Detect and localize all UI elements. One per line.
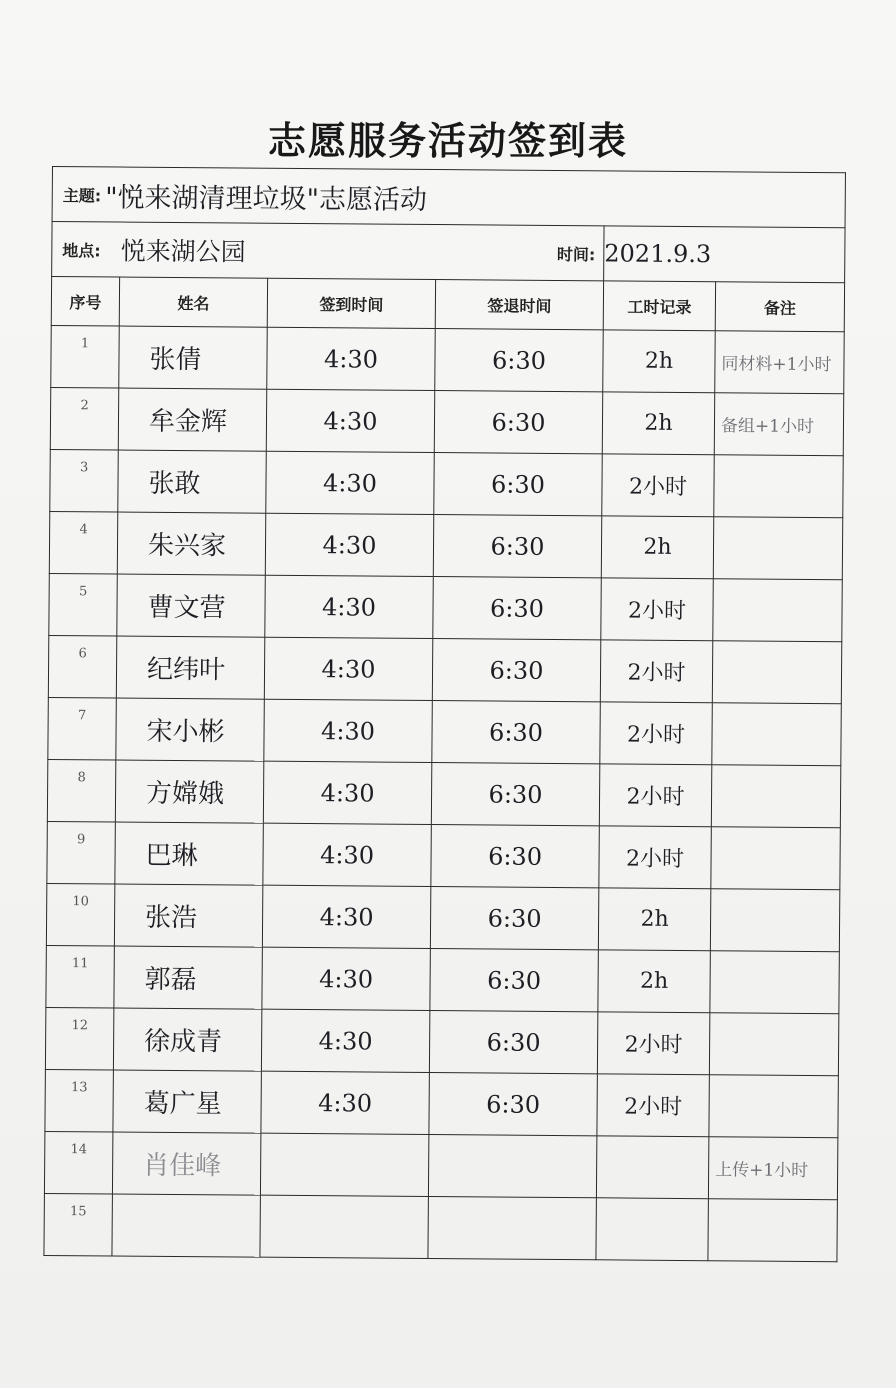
sheet-title: 志愿服务活动签到表 — [267, 119, 628, 163]
place-label: 地点: — [62, 240, 101, 260]
row-checkin-time — [260, 1195, 428, 1258]
row-name: 郭磊 — [114, 946, 262, 1009]
row-checkout-time: 6:30 — [435, 329, 603, 392]
row-seq: 10 — [46, 883, 114, 946]
table-row — [44, 1193, 838, 1261]
row-checkout-time: 6:30 — [432, 639, 600, 702]
table-row — [50, 387, 844, 455]
row-note — [710, 889, 840, 952]
row-note — [714, 455, 844, 518]
row-checkout-time: 6:30 — [430, 948, 598, 1011]
row-work-hours: 2小时 — [597, 1012, 709, 1075]
row-name: 肖佳峰 — [112, 1132, 260, 1195]
row-checkin-time: 4:30 — [266, 389, 434, 452]
row-seq: 4 — [49, 511, 117, 574]
row-work-hours: 2小时 — [602, 454, 714, 517]
row-checkout-time: 6:30 — [433, 515, 601, 578]
row-name: 张倩 — [119, 326, 267, 389]
table-row — [49, 511, 843, 579]
row-checkin-time: 4:30 — [261, 1071, 429, 1134]
row-name — [112, 1194, 260, 1257]
row-seq: 2 — [50, 387, 118, 450]
row-work-hours: 2h — [603, 330, 715, 393]
row-seq: 3 — [50, 449, 118, 512]
row-checkout-time: 6:30 — [429, 1072, 597, 1135]
row-name: 方嫦娥 — [115, 760, 263, 823]
row-note — [711, 765, 841, 828]
time-label: 时间: — [556, 244, 596, 264]
row-note — [713, 579, 843, 642]
topic-row — [52, 167, 845, 228]
row-checkin-time: 4:30 — [265, 513, 433, 576]
table-row — [48, 635, 842, 703]
row-work-hours: 2小时 — [601, 578, 713, 641]
row-work-hours — [596, 1198, 708, 1261]
row-checkout-time: 6:30 — [434, 453, 602, 516]
row-name: 牟金辉 — [118, 388, 266, 451]
row-work-hours: 2小时 — [599, 764, 711, 827]
row-name: 宋小彬 — [116, 698, 264, 761]
row-checkin-time: 4:30 — [261, 1009, 429, 1072]
sign-in-table — [43, 166, 846, 1262]
row-name: 纪纬叶 — [116, 636, 264, 699]
col-header-name: 姓名 — [119, 277, 267, 327]
row-checkin-time: 4:30 — [264, 637, 432, 700]
table-row — [45, 1007, 839, 1075]
row-checkout-time: 6:30 — [431, 824, 599, 887]
table-row — [45, 1069, 839, 1137]
col-header-note: 备注 — [715, 282, 844, 332]
row-work-hours: 2小时 — [600, 702, 712, 765]
time-value: 2021.9.3 — [604, 239, 712, 269]
row-checkout-time: 6:30 — [434, 391, 602, 454]
row-work-hours: 2h — [598, 888, 710, 951]
row-seq: 9 — [47, 821, 115, 884]
row-seq: 11 — [46, 945, 114, 1008]
row-seq: 15 — [44, 1193, 112, 1256]
row-checkout-time — [428, 1196, 596, 1259]
table-row — [48, 697, 842, 765]
col-header-seq: 序号 — [51, 277, 119, 327]
row-name: 葛广星 — [113, 1070, 261, 1133]
row-checkout-time: 6:30 — [429, 1010, 597, 1073]
row-checkin-time: 4:30 — [263, 761, 431, 824]
sign-in-table-container — [45, 166, 845, 1220]
row-checkin-time: 4:30 — [262, 947, 430, 1010]
row-checkin-time: 4:30 — [265, 575, 433, 638]
row-note — [710, 951, 840, 1014]
table-row — [46, 883, 840, 951]
row-seq: 12 — [45, 1007, 113, 1070]
row-work-hours: 2小时 — [599, 826, 711, 889]
row-note — [709, 1075, 839, 1138]
topic-label: 主题: — [62, 185, 102, 205]
row-name: 张浩 — [114, 884, 262, 947]
row-name: 曹文营 — [117, 574, 265, 637]
row-seq: 1 — [51, 325, 119, 388]
row-seq: 13 — [45, 1069, 113, 1132]
row-checkin-time: 4:30 — [263, 823, 431, 886]
col-header-checkout: 签退时间 — [435, 280, 603, 330]
table-row — [47, 759, 841, 827]
row-work-hours — [596, 1136, 708, 1199]
row-work-hours: 2小时 — [597, 1074, 709, 1137]
place-value: 悦来湖公园 — [120, 236, 246, 267]
row-name: 朱兴家 — [117, 512, 265, 575]
row-seq: 7 — [48, 697, 116, 760]
row-checkout-time: 6:30 — [433, 577, 601, 640]
table-row — [46, 945, 840, 1013]
row-checkin-time — [260, 1133, 428, 1196]
row-checkin-time: 4:30 — [262, 885, 430, 948]
row-note: 上传+1小时 — [708, 1137, 838, 1200]
row-checkin-time: 4:30 — [264, 699, 432, 762]
row-name: 徐成青 — [113, 1008, 261, 1071]
row-note: 备组+1小时 — [714, 393, 844, 456]
row-checkout-time: 6:30 — [431, 763, 599, 826]
row-note — [712, 641, 842, 704]
place-row — [52, 222, 845, 283]
row-name: 张敢 — [118, 450, 266, 513]
row-work-hours: 2小时 — [600, 640, 712, 703]
row-checkout-time: 6:30 — [430, 886, 598, 949]
row-work-hours: 2h — [602, 392, 714, 455]
row-work-hours: 2h — [598, 950, 710, 1013]
col-header-hours: 工时记录 — [603, 281, 715, 331]
table-row — [44, 1131, 838, 1199]
table-row — [51, 325, 845, 393]
row-checkout-time — [428, 1134, 596, 1197]
table-row — [49, 573, 843, 641]
row-note — [713, 517, 843, 580]
table-row — [47, 821, 841, 889]
table-row — [50, 449, 844, 517]
row-work-hours: 2h — [601, 516, 713, 579]
row-note — [712, 703, 842, 766]
column-header-row — [51, 277, 844, 332]
row-checkin-time: 4:30 — [267, 327, 435, 390]
row-seq: 8 — [47, 759, 115, 822]
row-checkout-time: 6:30 — [432, 701, 600, 764]
row-checkin-time: 4:30 — [266, 451, 434, 514]
topic-value: "悦来湖清理垃圾"志愿活动 — [105, 181, 428, 216]
row-seq: 6 — [48, 635, 116, 698]
row-note — [711, 827, 841, 890]
row-note: 同材料+1小时 — [715, 331, 845, 394]
row-name: 巴琳 — [115, 822, 263, 885]
row-seq: 5 — [49, 573, 117, 636]
row-note — [709, 1013, 839, 1076]
row-note — [708, 1199, 838, 1262]
col-header-checkin: 签到时间 — [267, 278, 435, 328]
row-seq: 14 — [44, 1131, 112, 1194]
